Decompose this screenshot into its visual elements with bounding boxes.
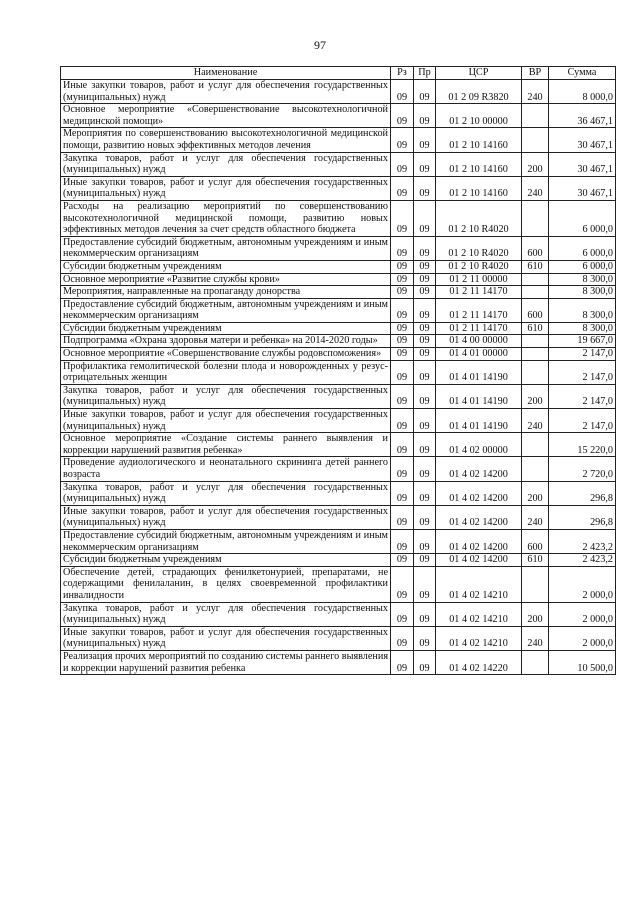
- cell-csr: 01 4 02 14220: [436, 650, 522, 674]
- table-row: [61, 650, 616, 674]
- cell-name: Субсидии бюджетным учреждениям: [61, 322, 391, 335]
- cell-sum: 2 000,0: [549, 626, 616, 650]
- table-row: [61, 384, 616, 408]
- cell-sum: 30 467,1: [549, 152, 616, 176]
- cell-pr: 09: [414, 273, 436, 286]
- table-row: [61, 554, 616, 567]
- cell-vr: [522, 457, 549, 481]
- cell-name: Иные закупки товаров, работ и услуг для обеспечения государственных (муниципальных) нужд: [61, 409, 391, 433]
- page-number: 97: [314, 38, 326, 52]
- cell-sum: 8 300,0: [549, 322, 616, 335]
- cell-csr: 01 2 11 14170: [436, 322, 522, 335]
- table-row: [61, 481, 616, 505]
- table-row: [61, 626, 616, 650]
- table-row: [61, 128, 616, 152]
- cell-vr: 600: [522, 529, 549, 553]
- cell-rz: 09: [391, 128, 414, 152]
- cell-pr: 09: [414, 80, 436, 104]
- cell-pr: 09: [414, 409, 436, 433]
- cell-sum: 10 500,0: [549, 650, 616, 674]
- table-row: [61, 433, 616, 457]
- cell-sum: 2 147,0: [549, 348, 616, 361]
- cell-sum: 8 300,0: [549, 286, 616, 299]
- cell-csr: 01 2 10 00000: [436, 104, 522, 128]
- cell-rz: 09: [391, 554, 414, 567]
- cell-name: Основное мероприятие «Создание системы раннего выявления и коррекции нарушений развития ребенка»: [61, 433, 391, 457]
- cell-pr: 09: [414, 128, 436, 152]
- cell-csr: 01 4 02 14200: [436, 481, 522, 505]
- cell-csr: 01 2 11 14170: [436, 286, 522, 299]
- cell-name: Предоставление субсидий бюджетным, автономным учреждениям и иным некоммерческим организациям: [61, 298, 391, 322]
- cell-pr: 09: [414, 260, 436, 273]
- cell-pr: 09: [414, 176, 436, 200]
- cell-rz: 09: [391, 409, 414, 433]
- cell-pr: 09: [414, 286, 436, 299]
- cell-name: Профилактика гемолитической болезни плода и новорожденных у резус-отрицательных женщин: [61, 360, 391, 384]
- cell-name: Иные закупки товаров, работ и услуг для обеспечения государственных (муниципальных) нужд: [61, 176, 391, 200]
- cell-rz: 09: [391, 200, 414, 236]
- cell-pr: 09: [414, 529, 436, 553]
- cell-name: Закупка товаров, работ и услуг для обеспечения государственных (муниципальных) нужд: [61, 152, 391, 176]
- cell-csr: 01 4 01 14190: [436, 409, 522, 433]
- cell-vr: 240: [522, 626, 549, 650]
- cell-vr: [522, 650, 549, 674]
- table-row: [61, 505, 616, 529]
- cell-name: Подпрограмма «Охрана здоровья матери и ребенка» на 2014-2020 годы»: [61, 335, 391, 348]
- table-row: [61, 176, 616, 200]
- cell-rz: 09: [391, 505, 414, 529]
- cell-csr: 01 2 10 14160: [436, 128, 522, 152]
- cell-vr: 200: [522, 152, 549, 176]
- table-header-row: [61, 67, 616, 80]
- cell-vr: 610: [522, 554, 549, 567]
- cell-sum: 2 000,0: [549, 566, 616, 602]
- cell-csr: 01 4 02 14210: [436, 602, 522, 626]
- cell-csr: 01 4 01 00000: [436, 348, 522, 361]
- cell-vr: [522, 360, 549, 384]
- cell-name: Основное мероприятие «Совершенствование службы родовспоможения»: [61, 348, 391, 361]
- cell-sum: 2 000,0: [549, 602, 616, 626]
- cell-pr: 09: [414, 505, 436, 529]
- cell-name: Мероприятия, направленные на пропаганду донорства: [61, 286, 391, 299]
- cell-pr: 09: [414, 322, 436, 335]
- column-header-pr: Пр: [414, 67, 436, 80]
- cell-sum: 296,8: [549, 481, 616, 505]
- cell-sum: 30 467,1: [549, 128, 616, 152]
- cell-rz: 09: [391, 298, 414, 322]
- cell-csr: 01 2 10 R4020: [436, 260, 522, 273]
- cell-csr: 01 4 02 14210: [436, 566, 522, 602]
- cell-csr: 01 2 10 R4020: [436, 236, 522, 260]
- table-row: [61, 529, 616, 553]
- cell-rz: 09: [391, 384, 414, 408]
- cell-pr: 09: [414, 457, 436, 481]
- cell-vr: [522, 200, 549, 236]
- cell-sum: 36 467,1: [549, 104, 616, 128]
- cell-name: Иные закупки товаров, работ и услуг для обеспечения государственных (муниципальных) нужд: [61, 80, 391, 104]
- cell-vr: 600: [522, 236, 549, 260]
- cell-vr: [522, 273, 549, 286]
- cell-vr: [522, 433, 549, 457]
- cell-name: Иные закупки товаров, работ и услуг для обеспечения государственных (муниципальных) нужд: [61, 505, 391, 529]
- column-header-sum: Сумма: [549, 67, 616, 80]
- cell-pr: 09: [414, 566, 436, 602]
- cell-csr: 01 4 01 14190: [436, 384, 522, 408]
- cell-csr: 01 4 02 14200: [436, 505, 522, 529]
- cell-pr: 09: [414, 152, 436, 176]
- cell-csr: 01 4 02 14200: [436, 554, 522, 567]
- table-row: [61, 260, 616, 273]
- cell-rz: 09: [391, 626, 414, 650]
- cell-sum: 6 000,0: [549, 260, 616, 273]
- cell-pr: 09: [414, 298, 436, 322]
- cell-name: Закупка товаров, работ и услуг для обеспечения государственных (муниципальных) нужд: [61, 481, 391, 505]
- cell-vr: [522, 286, 549, 299]
- cell-pr: 09: [414, 433, 436, 457]
- cell-rz: 09: [391, 176, 414, 200]
- cell-vr: 240: [522, 176, 549, 200]
- cell-pr: 09: [414, 335, 436, 348]
- cell-name: Проведение аудиологического и неонатального скрининга детей раннего возраста: [61, 457, 391, 481]
- cell-sum: 2 147,0: [549, 360, 616, 384]
- cell-pr: 09: [414, 650, 436, 674]
- table-row: [61, 409, 616, 433]
- cell-sum: 2 147,0: [549, 409, 616, 433]
- column-header-vr: ВР: [522, 67, 549, 80]
- column-header-csr: ЦСР: [436, 67, 522, 80]
- table-row: [61, 322, 616, 335]
- cell-vr: 200: [522, 481, 549, 505]
- cell-rz: 09: [391, 481, 414, 505]
- cell-sum: 2 720,0: [549, 457, 616, 481]
- table-row: [61, 200, 616, 236]
- table-row: [61, 566, 616, 602]
- cell-pr: 09: [414, 200, 436, 236]
- cell-rz: 09: [391, 348, 414, 361]
- cell-vr: [522, 128, 549, 152]
- cell-csr: 01 2 10 R4020: [436, 200, 522, 236]
- cell-rz: 09: [391, 360, 414, 384]
- cell-csr: 01 2 10 14160: [436, 176, 522, 200]
- cell-pr: 09: [414, 384, 436, 408]
- cell-pr: 09: [414, 554, 436, 567]
- cell-rz: 09: [391, 335, 414, 348]
- cell-vr: 240: [522, 409, 549, 433]
- cell-pr: 09: [414, 602, 436, 626]
- cell-name: Расходы на реализацию мероприятий по совершенствованию высокотехнологичной медицинской помощи, развитию новых эффективных методов лечения за счет средств областного бюджета: [61, 200, 391, 236]
- table-row: [61, 348, 616, 361]
- table-row: [61, 236, 616, 260]
- cell-vr: 240: [522, 80, 549, 104]
- cell-csr: 01 4 02 00000: [436, 433, 522, 457]
- column-header-rz: Рз: [391, 67, 414, 80]
- cell-vr: 200: [522, 602, 549, 626]
- cell-csr: 01 2 11 14170: [436, 298, 522, 322]
- cell-name: Закупка товаров, работ и услуг для обеспечения государственных (муниципальных) нужд: [61, 602, 391, 626]
- budget-table: [60, 66, 616, 675]
- table-row: [61, 360, 616, 384]
- cell-rz: 09: [391, 433, 414, 457]
- cell-name: Основное мероприятие «Совершенствование высокотехнологичной медицинской помощи»: [61, 104, 391, 128]
- cell-csr: 01 4 02 14200: [436, 457, 522, 481]
- cell-rz: 09: [391, 529, 414, 553]
- cell-sum: 30 467,1: [549, 176, 616, 200]
- cell-name: Предоставление субсидий бюджетным, автономным учреждениям и иным некоммерческим организациям: [61, 236, 391, 260]
- cell-name: Субсидии бюджетным учреждениям: [61, 260, 391, 273]
- cell-vr: 200: [522, 384, 549, 408]
- cell-csr: 01 4 02 14200: [436, 529, 522, 553]
- cell-rz: 09: [391, 566, 414, 602]
- cell-rz: 09: [391, 80, 414, 104]
- cell-rz: 09: [391, 650, 414, 674]
- cell-vr: 610: [522, 260, 549, 273]
- cell-name: Мероприятия по совершенствованию высокотехнологичной медицинской помощи, развитию новых эффективных методов лечения: [61, 128, 391, 152]
- cell-rz: 09: [391, 104, 414, 128]
- table-row: [61, 273, 616, 286]
- cell-sum: 6 000,0: [549, 236, 616, 260]
- cell-csr: 01 2 10 14160: [436, 152, 522, 176]
- cell-sum: 15 220,0: [549, 433, 616, 457]
- cell-name: Реализация прочих мероприятий по созданию системы раннего выявления и коррекции нарушений развития ребенка: [61, 650, 391, 674]
- cell-rz: 09: [391, 236, 414, 260]
- cell-pr: 09: [414, 104, 436, 128]
- cell-sum: 19 667,0: [549, 335, 616, 348]
- cell-vr: [522, 104, 549, 128]
- cell-vr: 610: [522, 322, 549, 335]
- column-header-name: Наименование: [61, 67, 391, 80]
- cell-csr: 01 4 02 14210: [436, 626, 522, 650]
- table-row: [61, 80, 616, 104]
- cell-pr: 09: [414, 348, 436, 361]
- cell-name: Субсидии бюджетным учреждениям: [61, 554, 391, 567]
- cell-sum: 8 300,0: [549, 298, 616, 322]
- table-row: [61, 335, 616, 348]
- cell-vr: [522, 566, 549, 602]
- cell-name: Иные закупки товаров, работ и услуг для обеспечения государственных (муниципальных) нужд: [61, 626, 391, 650]
- cell-rz: 09: [391, 152, 414, 176]
- cell-csr: 01 2 09 R3820: [436, 80, 522, 104]
- cell-csr: 01 4 00 00000: [436, 335, 522, 348]
- table-row: [61, 286, 616, 299]
- cell-name: Закупка товаров, работ и услуг для обеспечения государственных (муниципальных) нужд: [61, 384, 391, 408]
- cell-rz: 09: [391, 322, 414, 335]
- table-row: [61, 152, 616, 176]
- cell-csr: 01 4 01 14190: [436, 360, 522, 384]
- cell-sum: 8 300,0: [549, 273, 616, 286]
- table-row: [61, 298, 616, 322]
- table-row: [61, 457, 616, 481]
- cell-vr: [522, 335, 549, 348]
- cell-pr: 09: [414, 360, 436, 384]
- table-row: [61, 602, 616, 626]
- cell-pr: 09: [414, 481, 436, 505]
- cell-sum: 6 000,0: [549, 200, 616, 236]
- cell-vr: 240: [522, 505, 549, 529]
- cell-name: Основное мероприятие «Развитие службы крови»: [61, 273, 391, 286]
- table-row: [61, 104, 616, 128]
- cell-rz: 09: [391, 286, 414, 299]
- cell-rz: 09: [391, 457, 414, 481]
- cell-vr: [522, 348, 549, 361]
- cell-sum: 296,8: [549, 505, 616, 529]
- cell-rz: 09: [391, 260, 414, 273]
- cell-sum: 2 147,0: [549, 384, 616, 408]
- cell-sum: 2 423,2: [549, 529, 616, 553]
- cell-rz: 09: [391, 273, 414, 286]
- cell-sum: 8 000,0: [549, 80, 616, 104]
- cell-sum: 2 423,2: [549, 554, 616, 567]
- cell-pr: 09: [414, 626, 436, 650]
- cell-vr: 600: [522, 298, 549, 322]
- cell-csr: 01 2 11 00000: [436, 273, 522, 286]
- cell-pr: 09: [414, 236, 436, 260]
- cell-name: Обеспечение детей, страдающих фенилкетонурией, препаратами, не содержащими фенилаланин, в целях своевременной профилактики инвалидности: [61, 566, 391, 602]
- cell-name: Предоставление субсидий бюджетным, автономным учреждениям и иным некоммерческим организациям: [61, 529, 391, 553]
- cell-rz: 09: [391, 602, 414, 626]
